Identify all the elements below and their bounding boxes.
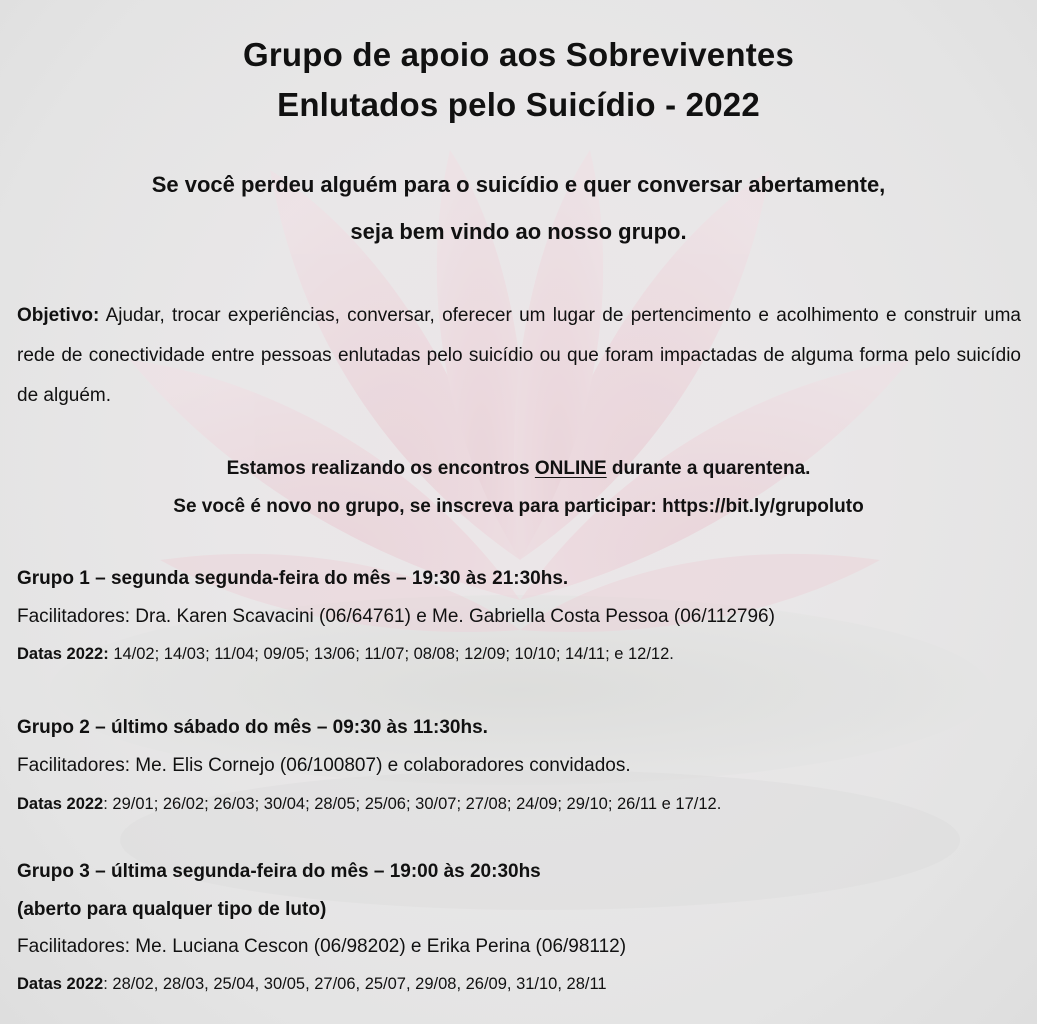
objective-label: Objetivo:: [17, 305, 100, 326]
group-1-title: Grupo 1 – segunda segunda-feira do mês – 19:30 às 21:30hs.: [17, 568, 569, 589]
group-3-dates: [17, 975, 1027, 994]
online-notice: [0, 458, 1037, 480]
group-3-dates-list: : 28/02, 28/03, 25/04, 30/05, 27/06, 25/07, 29/08, 26/09, 31/10, 28/11: [103, 975, 607, 993]
online-highlight: ONLINE: [534, 458, 607, 479]
objective-paragraph: [17, 296, 1021, 416]
objective-text: Ajudar, trocar experiências, conversar, oferecer um lugar de pertencimento e acolhimento e construir uma rede de conectividade entre pessoas enlutadas pelo suicídio ou que foram impactadas de alguma forma pelo suicídio de alguém.: [17, 305, 1021, 406]
online-notice-after: durante a quarentena.: [606, 458, 811, 479]
group-3-dates-label: Datas 2022: [17, 975, 104, 993]
signup-notice: Se você é novo no grupo, se inscreva para participar: https://bit.ly/grupoluto: [173, 496, 864, 517]
title-line-2: Enlutados pelo Suicídio - 2022: [277, 86, 760, 123]
group-2-facilitators: Facilitadores: Me. Elis Cornejo (06/100807) e colaboradores convidados.: [17, 755, 631, 776]
group-1-dates-list: 14/02; 14/03; 11/04; 09/05; 13/06; 11/07; 08/08; 12/09; 10/10; 14/11; e 12/12.: [108, 645, 674, 663]
online-notice-before: Estamos realizando os encontros: [226, 458, 535, 479]
group-2-dates: [17, 795, 1027, 814]
group-1-dates: [17, 645, 1027, 664]
group-3-title: Grupo 3 – última segunda-feira do mês – 19:00 às 20:30hs: [17, 861, 541, 882]
group-2-dates-list: : 29/01; 26/02; 26/03; 30/04; 28/05; 25/06; 30/07; 27/08; 24/09; 29/10; 26/11 e 17/12.: [103, 795, 722, 813]
subtitle-line-2: seja bem vindo ao nosso grupo.: [350, 219, 687, 244]
title-line-1: Grupo de apoio aos Sobreviventes: [242, 36, 795, 73]
group-3-note: (aberto para qualquer tipo de luto): [17, 899, 327, 920]
group-1-dates-label: Datas 2022:: [17, 645, 109, 663]
group-2-title: Grupo 2 – último sábado do mês – 09:30 às 11:30hs.: [17, 717, 488, 738]
subtitle-line-1: Se você perdeu alguém para o suicídio e quer conversar abertamente,: [151, 172, 886, 197]
group-2-dates-label: Datas 2022: [17, 795, 104, 813]
group-3-facilitators: Facilitadores: Me. Luciana Cescon (06/98202) e Erika Perina (06/98112): [17, 936, 627, 957]
group-1-facilitators: Facilitadores: Dra. Karen Scavacini (06/64761) e Me. Gabriella Costa Pessoa (06/112796): [17, 606, 775, 627]
